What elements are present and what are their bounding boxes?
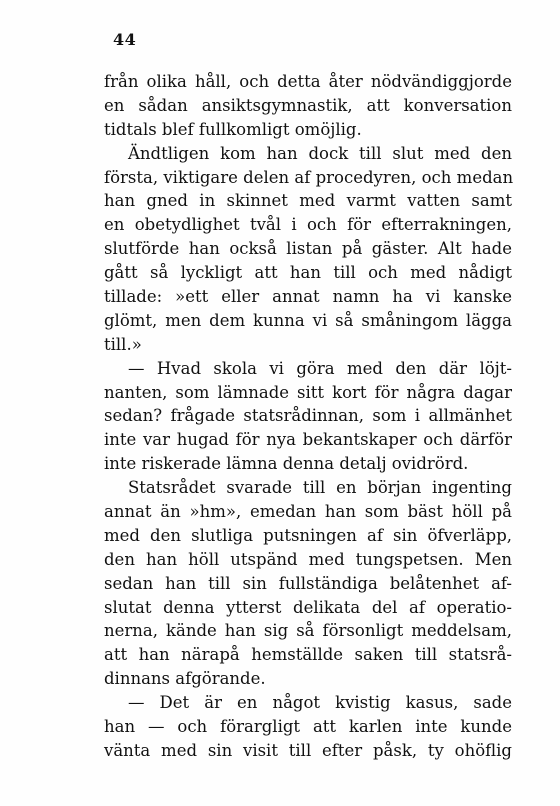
text-line: första, viktigare delen af procedyren, och medan [104,167,514,187]
text-line: inte riskerade lämna denna detalj ovidrörd. [104,454,469,474]
text-line: slutat denna ytterst delikata del af operatio- [104,597,512,617]
page-number: 44 [113,30,137,49]
text-line: Statsrådet svarade till en början ingenting [128,478,512,498]
text-line: — Hvad skola vi göra med den där löjt- [128,358,512,378]
text-line: en sådan ansiktsgymnastik, att konversation [104,95,512,115]
text-line: annat än »hm», emedan han som bäst höll på [104,502,512,522]
text-line: han — och förargligt att karlen inte kunde [104,717,512,737]
text-line: sedan? frågade statsrådinnan, som i allmänhet [104,406,512,426]
text-line: från olika håll, och detta åter nödvändiggjorde [104,72,512,91]
text-line: en obetydlighet tvål i och för efterrakningen, [104,215,512,235]
text-line: Ändtligen kom han dock till slut med den [128,143,512,163]
text-line: vänta med sin visit till efter påsk, ty ohöflig [104,740,512,760]
text-line: inte var hugad för nya bekantskaper och därför [104,430,512,450]
text-line: — Det är en något kvistig kasus, sade [128,693,512,713]
text-line: han gned in skinnet med varmt vatten samt [104,191,512,211]
text-line: med den slutliga putsningen af sin öfverläpp, [104,525,512,545]
text-line: nerna, kände han sig så försonligt meddelsam, [104,621,512,641]
text-line: den han höll utspänd med tungspetsen. Men [104,549,512,569]
text-line: tidtals blef fullkomligt omöjlig. [104,119,362,139]
text-line: nanten, som lämnade sitt kort för några dagar [104,382,512,402]
text-line: sedan han till sin fullständiga belåtenhet af- [104,573,512,593]
text-line: glömt, men dem kunna vi så småningom lägga [104,310,512,330]
text-line: slutförde han också listan på gäster. Alt hade [104,239,512,259]
body-text [104,70,512,763]
text-line: att han närapå hemställde saken till statsrå- [104,645,512,665]
text-line: till.» [104,334,142,354]
text-line: tillade: »ett eller annat namn ha vi kanske [104,287,512,307]
text-line: gått så lyckligt att han till och med nådigt [104,263,512,283]
text-line: dinnans afgörande. [104,669,266,689]
